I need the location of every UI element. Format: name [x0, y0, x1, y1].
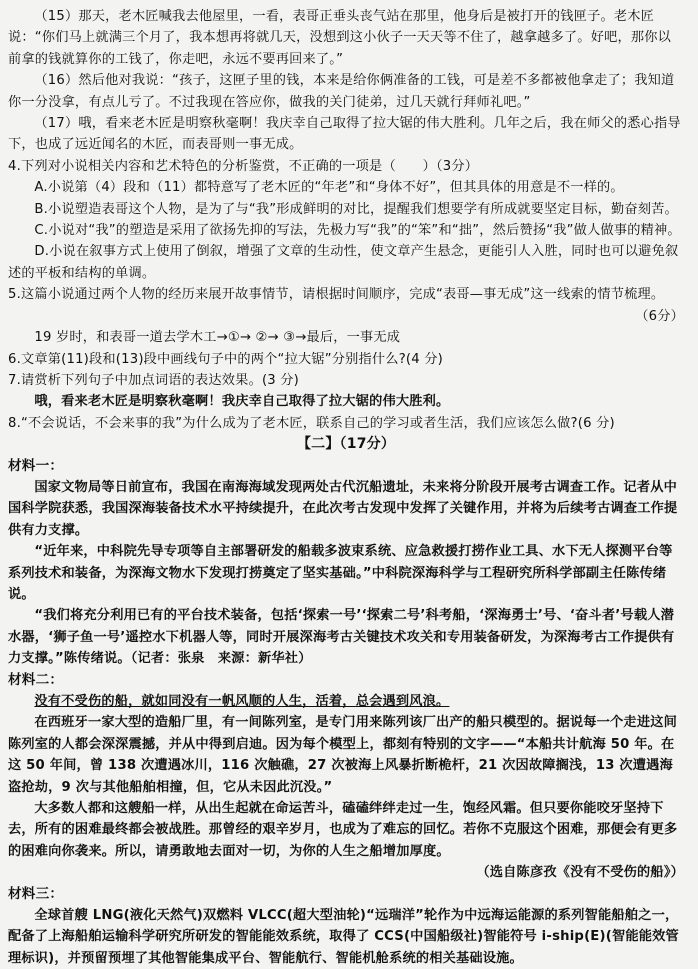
q5-score: （6分） [635, 308, 684, 324]
story-para-17: （17）哦，看来老木匠是明察秋毫啊！我庆幸自己取得了拉大锯的伟大胜利。几年之后，我在师父的悉心指导下，也成了远近闻名的木匠，而表哥则一事无成。 [8, 116, 681, 153]
material2-label: 材料二： [8, 671, 64, 688]
story-para-15: （15）那天，老木匠喊我去他屋里，一看，表哥正垂头丧气站在那里，他身后是被打开的钱匣子。老木匠说：“你们马上就满三个月了，我本想再将就几天，没想到这小伙子一天天等不住了，越拿越多了。好吧，那你以前拿的钱就算你的工钱了，你走吧，永远不要再回来了。” [8, 9, 672, 67]
q4-option-c: C.小说对“我”的塑造是采用了欲扬先抑的写法，先极力写“我”的“笨”和“拙”，然后赞扬“我”做人做事的精神。 [34, 223, 681, 239]
q7-stem: 7.请赏析下列句子中加点词语的表达效果。(3 分) [8, 372, 300, 388]
q6-stem: 6.文章第(11)段和(13)段中画线句子中的两个“拉大锯”分别指什么?(4 分) [8, 351, 443, 367]
q8-stem: 8.“不会说话，不会来事的我”为什么成为了老木匠，联系自己的学习或者生活，我们应该怎么做?(6 分) [8, 415, 615, 431]
q7-sentence: 哦，看来老木匠是明察秋毫啊！我庆幸自己取得了拉大锯的伟大胜利。 [34, 394, 450, 410]
q4-option-d: D.小说在叙事方式上使用了倒叙，增强了文章的生动性，使文章产生悬念，更能引人入胜，同时也可以避免叙述的平板和结构的单调。 [8, 244, 679, 281]
material1-para: “我们将充分利用已有的平台技术装备，包括‘探索一号’‘探索二号’科考船，‘深海勇士’号、‘奋斗者’号载人潜水器，‘狮子鱼一号’遥控水下机器人等，同时开展深海考古关键技术攻关和专用装备研发，为深海考古工作提供有力支撑。”陈传绪说。（记者：张泉 来源：新华社） [8, 608, 675, 667]
q4-option-b: B.小说塑造表哥这个人物，是为了与“我”形成鲜明的对比，提醒我们想要学有所成就要坚定目标，勤奋刻苦。 [34, 201, 678, 217]
material2-source: （选自陈彦孜《没有不受伤的船》） [476, 865, 684, 881]
part2-heading: 【二】（17分） [296, 436, 396, 453]
material2-para: 大多数人都和这艘船一样，从出生起就在命运苦斗，磕磕绊绊走过一生，饱经风霜。但只要你能咬牙坚持下去，所有的困难最终都会被战胜。那曾经的艰辛岁月，也成为了难忘的回忆。若你不克服这个困难，那便会有更多的困难向你袭来。所以，请勇敢地去面对一切，为你的人生之船增加厚度。 [8, 801, 678, 859]
material1-label: 材料一： [8, 457, 64, 474]
material2-para: 在西班牙一家大型的造船厂里，有一间陈列室，是专门用来陈列该厂出产的船只模型的。据说每一个走进这间陈列室的人都会深深震撼，并从中得到启迪。因为每个模型上，都刻有特别的文字——“本船共计航海 50 年。在这 50 年间，曾 138 次遭遇冰川，116 次触礁，27 次被海上风暴折断桅杆，21 次因故障搁浅，13 次遭遇海盗抢劫，9 次与其他船舶相撞，但，它从未因此沉没。” [8, 715, 677, 795]
material3-label: 材料三： [8, 885, 64, 902]
material2-title: 没有不受伤的船，就如同没有一帆风顺的人生，活着，总会遇到风浪。 [34, 694, 450, 709]
material3-para: 全球首艘 LNG(液化天然气)双燃料 VLCC(超大型油轮)“远瑞洋”轮作为中远海运能源的系列智能船舶之一，配备了上海船舶运输科学研究所研发的智能能效系统，取得了 CCS(中国船级社)智能符号 i-ship(E)(智能能效管理标识)，并预留预埋了其他智能集成平台、智能航行、智能机舱系统的相关基础设施。 [8, 908, 679, 966]
q4-stem: 4.下列对小说相关内容和艺术特色的分析鉴赏，不正确的一项是（ ）（3分） [8, 158, 479, 174]
material1-para: 国家文物局等日前宣布，我国在南海海域发现两处古代沉船遗址，未来将分阶段开展考古调查工作。记者从中国科学院获悉，我国深海装备技术水平持续提升，在此次考古发现中发挥了关键作用，并将为后续考古调查工作提供有力支撑。 [8, 479, 678, 538]
q5-stem: 5.这篇小说通过两个人物的经历来展开故事情节，请根据时间顺序，完成“表哥—事无成”这一线索的情节梳理。 [8, 287, 665, 303]
q4-option-a: A.小说第（4）段和（11）都特意写了老木匠的“年老”和“身体不好”，但其具体的用意是不一样的。 [34, 180, 624, 196]
q5-chain: 19 岁时，和表哥一道去学木工→①→ ②→ ③→最后，一事无成 [34, 330, 401, 346]
material1-para: “近年来，中科院先导专项等自主部署研发的船载多波束系统、应急救援打捞作业工具、水下无人探测平台等系列技术和装备，为深海文物水下发现打捞奠定了坚实基础。”中科院深海科学与工程研究所科学部副主任陈传绪说。 [8, 544, 673, 602]
story-para-16: （16）然后他对我说：“孩子，这匣子里的钱，本来是给你俩准备的工钱，可是差不多都被他拿走了；我知道你一分没拿，有点儿亏了。不过我现在答应你，做我的关门徒弟，过几天就行拜师礼吧。” [8, 73, 675, 110]
